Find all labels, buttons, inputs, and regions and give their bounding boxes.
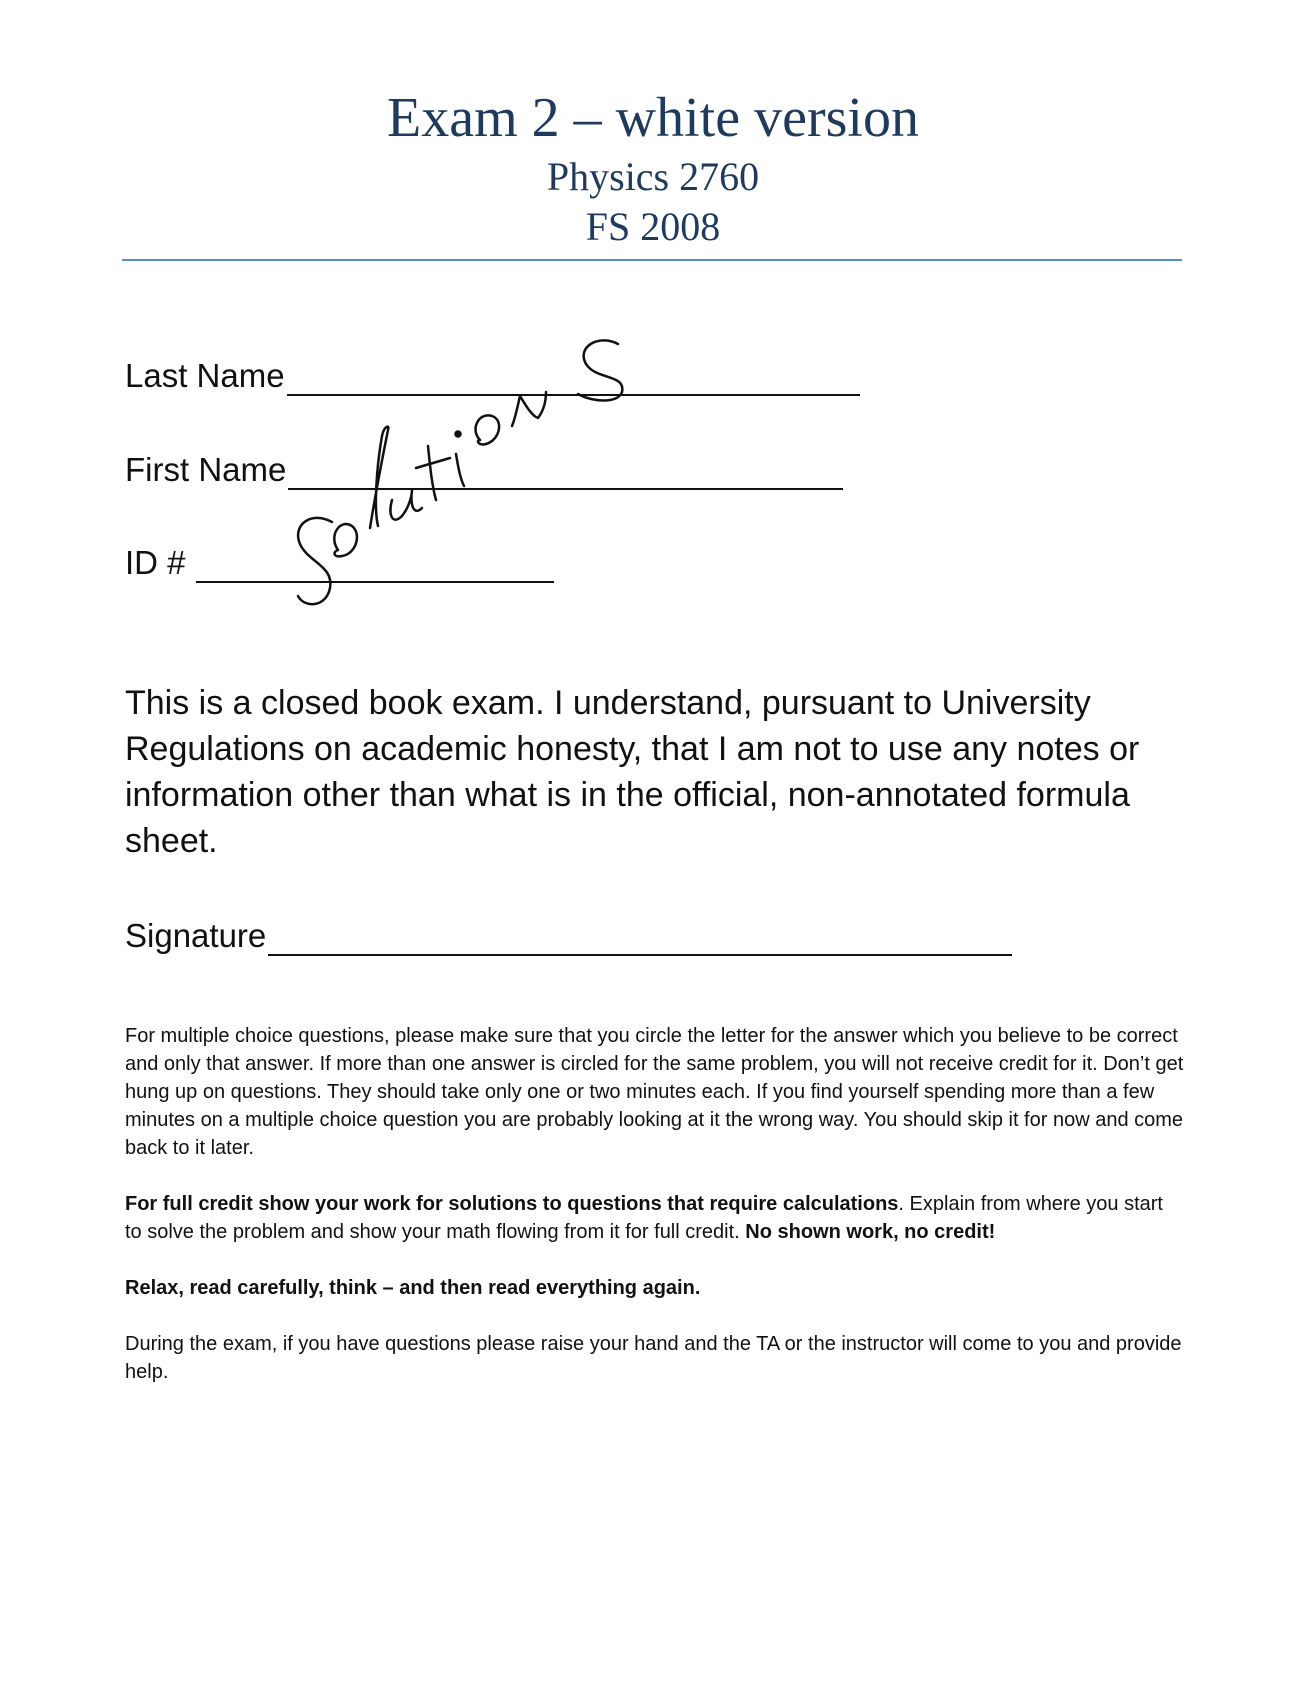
signature-field (125, 916, 1012, 956)
exam-instructions (125, 1022, 1185, 1414)
no-work-no-credit-text: No shown work, no credit! (745, 1221, 996, 1243)
course-name: Physics 2760 (546, 154, 760, 199)
help-instructions: During the exam, if you have questions please raise your hand and the TA or the instructor will come to you and provide help. (125, 1333, 1182, 1383)
handwritten-solutions-scribble (280, 330, 700, 630)
signature-label: Signature (125, 917, 267, 954)
last-name-label: Last Name (125, 357, 285, 394)
relax-instructions (125, 1274, 1185, 1302)
full-credit-bold-text: For full credit show your work for solutions to questions that require calculations (125, 1193, 899, 1215)
exam-term: FS 2008 (585, 204, 721, 249)
full-credit-text: . Explain from where you start to solve the problem and show your math flowing from it for full credit. (125, 1193, 1163, 1243)
exam-title: Exam 2 – white version (387, 87, 919, 149)
signature-blank (268, 924, 1012, 956)
multiple-choice-instructions: For multiple choice questions, please make sure that you circle the letter for the answer which you believe to be correct and only that answer. If more than one answer is circled for the same problem, you will not receive credit for it. Don’t get hung up on questions. They should take only one or two minutes each. If you find yourself spending more than a few minutes on a multiple choice question you are probably looking at it the wrong way. You should skip it for now and come back to it later. (125, 1025, 1184, 1159)
exam-header (0, 84, 1306, 252)
honesty-pledge: This is a closed book exam. I understand, pursuant to University Regulations on academic honesty, that I am not to use any notes or information other than what is in the official, non-annotated formula sheet. (125, 684, 1140, 860)
relax-text: Relax, read carefully, think – and then read everything again. (125, 1277, 701, 1299)
header-divider (122, 259, 1182, 261)
full-credit-instructions (125, 1190, 1185, 1246)
first-name-label: First Name (125, 451, 287, 488)
id-label: ID # (125, 544, 186, 581)
